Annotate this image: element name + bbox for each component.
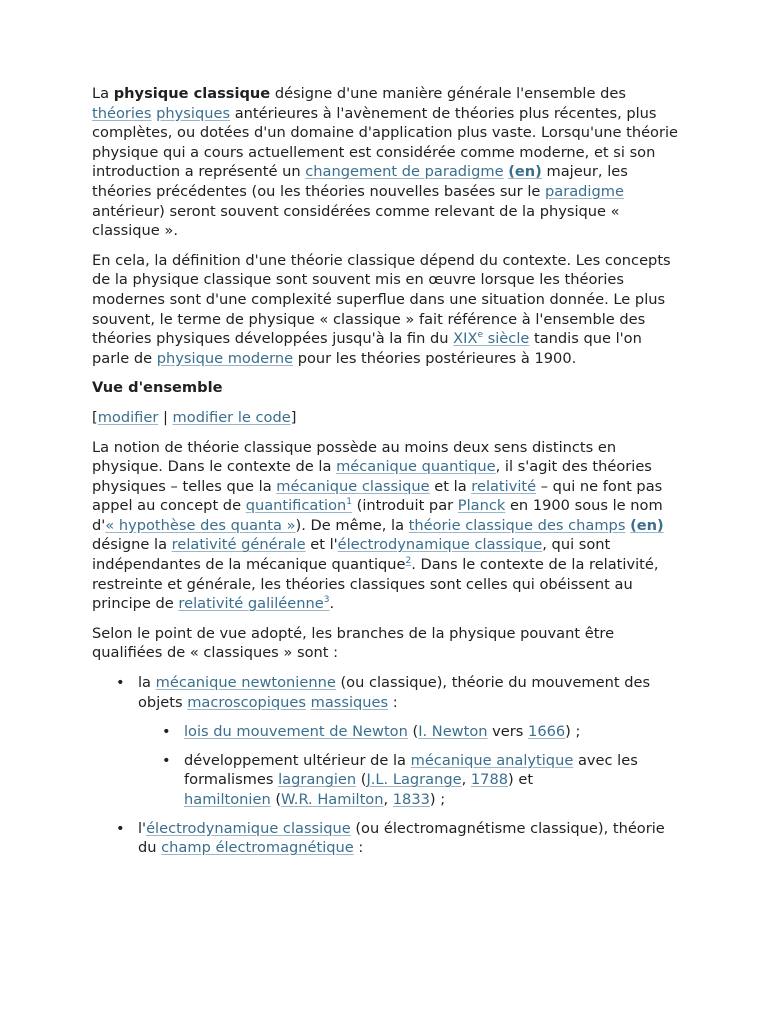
link-champ-electromagnetique[interactable]: champ électromagnétique [161, 839, 354, 857]
list-item-electrodynamique-classique: • l'électrodynamique classique (ou électromagnétisme classique), théorie du champ électromagnétique : [138, 819, 682, 858]
modifier-link[interactable]: modifier [97, 408, 159, 426]
modifier-le-code-link[interactable]: modifier le code [172, 408, 291, 426]
article-subject-bold: physique classique [113, 85, 271, 102]
link-massiques[interactable]: massiques [310, 693, 389, 711]
link-relativite[interactable]: relativité [471, 477, 537, 495]
link-mecanique-classique[interactable]: mécanique classique [276, 477, 430, 495]
link-physiques[interactable]: physiques [156, 104, 231, 122]
link-theorie-classique-des-champs[interactable]: théorie classique des champs [408, 516, 626, 534]
intro-paragraph: La physique classique désigne d'une manière générale l'ensemble des théories physiques antérieures à l'avènement de théories plus récentes, plus complètes, ou dotées d'un domaine d'application plus vaste. Lorsqu'une théorie physique qui a cours actuellement est considérée comme moderne, et si son introduction a représenté un changement de paradigme (en) majeur, les théories précédentes (ou les théories nouvelles basées sur le paradigme antérieur) seront souvent considérées comme relevant de la physique « classique ». [92, 85, 679, 240]
link-electrodynamique-classique[interactable]: électrodynamique classique [337, 536, 543, 554]
link-lagrangien[interactable]: lagrangien [278, 771, 357, 789]
branches-list [92, 673, 682, 858]
link-jl-lagrange[interactable]: J.L. Lagrange [366, 771, 462, 789]
list-item-lois-newton: • lois du mouvement de Newton (I. Newton vers 1666) ; [184, 722, 682, 742]
link-1788[interactable]: 1788 [470, 771, 509, 789]
footnote-ref[interactable]: 3 [323, 595, 330, 606]
sub-list-mecanique [138, 722, 682, 809]
link-quantification[interactable]: quantification$^1$ [245, 497, 353, 515]
link-en-interlanguage[interactable]: (en) [508, 163, 542, 181]
link-mecanique-newtonienne[interactable]: mécanique newtonienne [155, 674, 336, 692]
list-item-mecanique-analytique: • développement ultérieur de la mécanique analytique avec les formalismes lagrangien (J.L. Lagrange, 1788) et hamiltonien (W.R. Hamilton, 1833) ; [184, 751, 682, 810]
link-1666[interactable]: 1666 [528, 723, 566, 741]
link-mecanique-quantique[interactable]: mécanique quantique [336, 458, 496, 476]
notion-paragraph: La notion de théorie classique possède au moins deux sens distincts en physique. Dans le contexte de la mécanique quantique, il s'agit des théories physiques – telles que la mécanique classique et la relativité – qui ne font pas appel au concept de quantification$^1$ (introduit par Planck en 1900 sous le nom d'« hypothèse des quanta »). De même, la théorie classique des champs (en) désigne la relativité générale et l'électrodynamique classique, qui sont indépendantes de la mécanique quantique$^2$. Dans le contexte de la relativité, restreinte et générale, les théories classiques sont celles qui obéissent au principe de relativité galiléenne$^3$. [92, 438, 664, 613]
link-wr-hamilton[interactable]: W.R. Hamilton [281, 791, 384, 808]
link-planck[interactable]: Planck [457, 497, 506, 515]
list-item-mecanique-newtonienne: • la mécanique newtonienne (ou classique), théorie du mouvement des objets macroscopiques massiques : • lois du mouvement de Newton (I. Newton vers 1666) ; • développement ultérieur de la mécanique analytique avec les formalismes lagrangien (J.L. Lagrange, 1788) et hamiltonien (W.R. Hamilton, 1833) ; [138, 673, 682, 810]
link-hamiltonien[interactable]: hamiltonien [184, 791, 271, 808]
link-paradigme[interactable]: paradigme [545, 182, 624, 200]
link-i-newton[interactable]: I. Newton [418, 723, 488, 741]
context-paragraph: En cela, la définition d'une théorie classique dépend du contexte. Les concepts de la physique classique sont souvent mis en œuvre lorsque les théories modernes sont d'une complexité superflue dans une situation donnée. Le plus souvent, le terme de physique « classique » fait référence à l'ensemble des théories physiques développées jusqu'à la fin du XIXe siècle tandis que l'on parle de physique moderne pour les théories postérieures à 1900. [92, 251, 671, 367]
link-physique-moderne[interactable]: physique moderne [156, 349, 294, 367]
link-theories[interactable]: théories [92, 104, 152, 122]
link-hypothese-des-quanta[interactable]: « hypothèse des quanta » [105, 516, 296, 534]
edit-links: [modifier | modifier le code] [92, 408, 297, 426]
footnote-ref[interactable]: 1 [346, 497, 353, 508]
link-electrodynamique-classique[interactable]: électrodynamique classique [146, 819, 351, 837]
footnote-ref[interactable]: 2 [405, 556, 412, 567]
section-heading-vue-ensemble: Vue d'ensemble [92, 379, 223, 397]
link-mecanique-analytique[interactable]: mécanique analytique [410, 751, 574, 769]
link-xixe-siecle[interactable]: XIXe siècle [453, 330, 530, 348]
link-relativite-galileenne[interactable]: relativité galiléenne$^3$ [178, 595, 330, 613]
link-relativite-generale[interactable]: relativité générale [171, 536, 306, 554]
article-content [92, 84, 682, 867]
link-1833[interactable]: 1833 [392, 791, 430, 808]
link-en-interlanguage[interactable]: (en) [630, 516, 664, 534]
link-lois-du-mouvement-de-newton[interactable]: lois du mouvement de Newton [184, 723, 408, 741]
link-macroscopiques[interactable]: macroscopiques [187, 693, 306, 711]
link-changement-de-paradigme[interactable]: changement de paradigme [305, 163, 504, 181]
branches-intro-paragraph: Selon le point de vue adopté, les branches de la physique pouvant être qualifiées de « classiques » sont : [92, 624, 615, 662]
